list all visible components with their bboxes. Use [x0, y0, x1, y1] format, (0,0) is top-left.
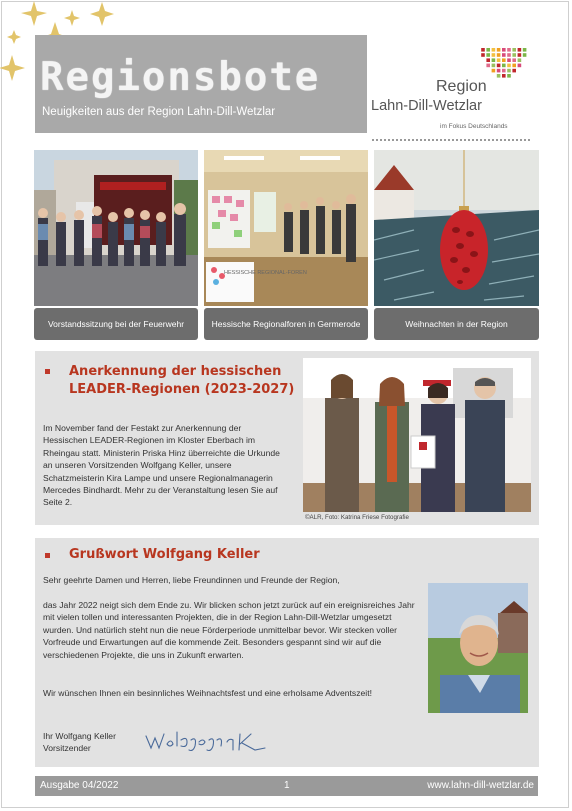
heading-line-1: Anerkennung der hessischen	[69, 364, 282, 379]
photo-leader-award	[303, 358, 531, 512]
footer-bar	[35, 776, 538, 796]
article-greeting-heading: Grußwort Wolfgang Keller	[69, 547, 260, 562]
star-icon	[21, 1, 47, 26]
greeting-paragraph-2: Wir wünschen Ihnen ein besinnliches Weihnachtsfest und eine erholsame Adventszeit!	[43, 688, 372, 698]
photo-wolfgang-keller	[428, 583, 528, 713]
article-leader-heading	[69, 363, 294, 399]
greeting-sign-name: Ihr Wolfgang Keller	[43, 731, 116, 741]
footer-page-number: 1	[284, 780, 290, 791]
forum-sign-text: HESSISCHE REGIONAL-FOREN	[224, 270, 307, 276]
bullet-icon	[45, 553, 50, 558]
footer-website-link[interactable]: www.lahn-dill-wetzlar.de	[427, 780, 534, 791]
heading-line-2: LEADER-Regionen (2023-2027)	[69, 382, 295, 397]
header-divider	[372, 139, 530, 141]
caption-christmas: Weihnachten in der Region	[374, 308, 539, 340]
handwritten-signature	[143, 728, 268, 754]
logo-region-label: Region	[436, 78, 487, 95]
bullet-icon	[45, 369, 50, 374]
greeting-salutation: Sehr geehrte Damen und Herren, liebe Freundinnen und Freunde der Region,	[43, 575, 340, 585]
logo-tagline: im Fokus Deutschlands	[440, 123, 508, 130]
photo-christmas-ornament	[374, 150, 539, 306]
svg-text:HESSISCHE REGIONAL-FOREN	[224, 270, 307, 276]
greeting-sign-role: Vorsitzender	[43, 743, 91, 753]
article-leader-body: Im November fand der Festakt zur Anerkennung der Hessischen LEADER-Regionen im Kloster Eberbach im Rheingau statt. Ministerin Priska Hinz überreichte die Urkunde an unseren Vorsitzenden Wolfgang Keller, unsere Schatzmeisterin Kira Lampe und unsere Regionalmanagerin Mercedes Bindhardt. Mehr zu der Veranstaltung lesen Sie auf Seite 2.	[43, 423, 280, 508]
greeting-paragraph-1: das Jahr 2022 neigt sich dem Ende zu. Wir blicken schon jetzt zurück auf ein ereignisreiches Jahr mit vielen tollen und interessanten Projekten, die in der Region Lahn-Dill-Wetzlar umgesetzt wurden. Und natürlich steht nun die neue Förderperiode unmittelbar bevor. Wir stecken voller Vorfreude und Erwartungen auf die kommende Zeit. Besonders gespannt sind wir auf die verschiedenen Projekte, die uns in Zukunft erwarten.	[43, 600, 415, 660]
star-icon	[0, 55, 25, 81]
footer-issue: Ausgabe 04/2022	[40, 780, 119, 791]
photo-fire-station	[34, 150, 198, 306]
newsletter-subtitle: Neuigkeiten aus der Region Lahn-Dill-Wetzlar	[42, 106, 276, 118]
photo-credit: ©ALR, Foto: Katrina Friese Fotografie	[305, 514, 409, 521]
star-icon	[64, 10, 80, 26]
logo-region-name: Lahn-Dill-Wetzlar	[371, 98, 482, 114]
photo-regional-forum	[204, 150, 368, 306]
caption-fire-station: Vorstandssitzung bei der Feuerwehr	[34, 308, 198, 340]
newsletter-title: Regionsbote	[40, 55, 321, 100]
caption-regional-forum: Hessische Regionalforen in Germerode	[204, 308, 368, 340]
star-icon	[7, 30, 21, 44]
star-icon	[90, 2, 114, 26]
